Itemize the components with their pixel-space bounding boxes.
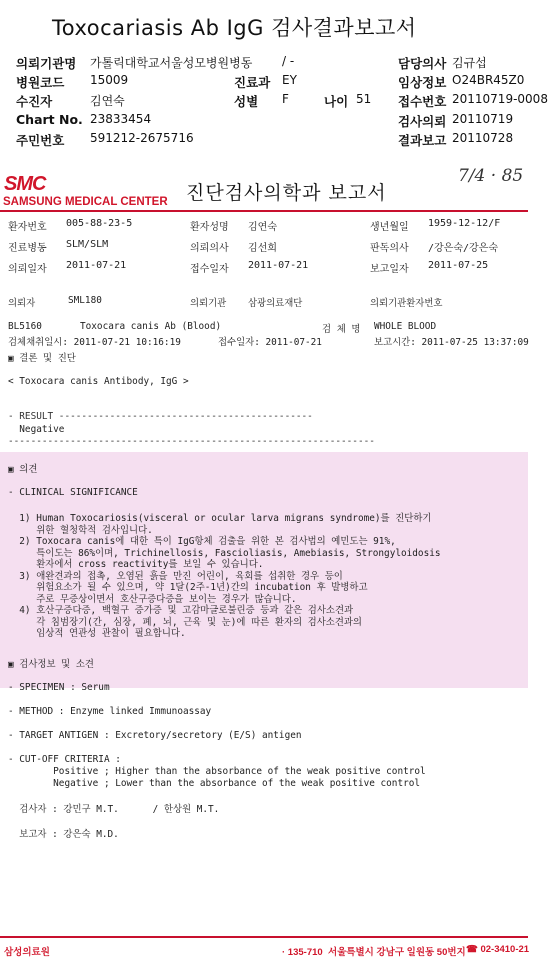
specimen-name-value: WHOLE BLOOD [374,321,437,332]
header-value: 591212-2675716 [90,130,194,145]
header-label: 병원코드 [16,75,65,91]
tester-line: 검사자 : 강민구 M.T. / 한상원 M.T. [8,804,220,815]
lab-report-title: 진단검사의학과 보고서 [186,182,387,204]
patient-info-label: 의뢰의사 [190,243,229,254]
header-value: 20110719-0008 [452,92,548,107]
patient-info-value: /강은숙/강은숙 [428,243,499,254]
header-label: 주민번호 [16,132,65,148]
header-value: 김연숙 [90,94,125,109]
clinical-note-line: 3) 애완견과의 접촉, 오염된 흙을 만진 어린이, 육회를 섭취한 경우 등이 [8,570,343,582]
header-label: 진료과 [234,75,271,91]
institution-label: 의뢰기관 [190,298,227,309]
cutoff-heading: - CUT-OFF CRITERIA : [8,754,121,765]
header-value: 20110719 [452,111,514,126]
patient-info-value: 1959-12-12/F [428,218,501,229]
patient-info-value: 김연숙 [248,222,277,233]
clinical-note-line: 2) Toxocara canis에 대한 특이 IgG항체 검출을 위한 본 검사법의 예민도는 91%, [8,536,396,547]
header-label: 임상정보 [398,75,447,91]
patient-info-value: SLM/SLM [66,239,109,250]
patient-info-value: 2011-07-21 [248,260,309,271]
patient-info-label: 환자성명 [190,222,229,233]
clinical-note-line: 4) 호산구증다증, 백혈구 증가증 및 고감마글로불린증 등과 같은 검사소견과 [8,605,354,616]
requester-label: 의뢰자 [8,298,36,309]
smc-logo-subtitle: SAMSUNG MEDICAL CENTER [3,196,168,208]
patient-info-value: 2011-07-21 [66,260,127,271]
clinical-note-line: 위험요소가 될 수 있으며, 약 1달(2주-1년)간의 incubation 후 발병하고 [8,582,368,593]
header-label: Chart No. [16,111,83,127]
test-name: Toxocara canis Ab (Blood) [80,321,222,332]
patient-info-label: 환자번호 [8,222,47,233]
patient-info-value: 2011-07-25 [428,260,489,271]
patient-info-label: 판독의사 [370,243,409,254]
report-header-title: Toxocariasis Ab IgG 검사결과보고서 [52,16,417,40]
header-label: 성별 [234,94,259,110]
reporter-line: 보고자 : 강은숙 M.D. [8,829,119,840]
footer-hospital-name: 삼성의료원 [4,947,50,958]
method-line: - METHOD : Enzyme linked Immunoassay [8,706,212,717]
smc-logo: SMC [4,173,46,195]
antibody-test-line: < Toxocara canis Antibody, IgG > [8,376,189,387]
result-rule: ----------------------------------------------------------------- [8,436,375,447]
target-antigen-line: - TARGET ANTIGEN : Excretory/secretory (E/S) antigen [8,730,302,741]
clinical-note-line: 각 침범장기(간, 심장, 폐, 뇌, 근육 및 눈)에 따른 환자의 검사소견과의 [8,616,362,628]
header-value: EY [282,73,297,88]
result-heading: - RESULT --------------------------------------------- [8,411,313,422]
collection-datetime: 검체채취일시: 2011-07-21 10:16:19 [8,337,181,348]
section-test-info: ▣ 검사정보 및 소견 [8,659,94,670]
cutoff-positive: Positive ; Higher than the absorbance of the weak positive control [8,766,426,777]
header-value: 15009 [90,73,129,88]
patient-info-label: 의뢰일자 [8,264,47,275]
patient-info-value: 005-88-23-5 [66,218,133,229]
header-label: 접수번호 [398,94,447,110]
result-value: Negative [8,424,65,435]
bottom-red-divider [0,936,528,938]
header-label: 결과보고 [398,132,447,148]
test-code: BL5160 [8,321,42,332]
clinical-note-line: 환자에서 cross reactivity를 보일 수 있습니다. [8,559,264,570]
clinical-note-line: 주로 무증상이면서 호산구증다증을 보이는 경우가 많습니다. [8,593,297,605]
header-value: 23833454 [90,111,152,126]
section-opinion: ▣ 의견 [8,464,38,475]
footer-address: · 135-710 서울특별시 강남구 일원동 50번지 [282,947,466,958]
requester-value: SML180 [68,295,102,306]
header-label: 검사의뢰 [398,113,447,129]
cutoff-negative: Negative ; Lower than the absorbance of the weak positive control [8,778,421,789]
clinical-note-line: 위한 혈청학적 검사입니다. [8,524,153,536]
header-label: 수진자 [16,94,53,110]
clinical-significance-heading: - CLINICAL SIGNIFICANCE [8,487,138,498]
specimen-line: - SPECIMEN : Serum [8,682,110,693]
header-label: 나이 [324,94,349,110]
patient-info-label: 접수일자 [190,264,229,275]
top-red-divider [0,210,528,212]
header-value: 51 [356,92,372,107]
header-value: O24BR45Z0 [452,73,525,88]
patient-info-label: 생년월일 [370,222,409,233]
patient-info-label: 보고일자 [370,264,409,275]
header-value: F [282,92,289,107]
header-value: 가톨릭대학교서울성모병원병동 [90,56,253,70]
specimen-name-label: 검 체 명 [322,324,361,335]
handwritten-note: 7/4 · 85 [458,166,524,186]
header-label: 담당의사 [398,56,447,71]
institution-value: 삼광의료재단 [248,298,303,309]
section-conclusion: ▣ 결론 및 진단 [8,353,76,364]
institution-patient-no-label: 의뢰기관환자번호 [370,298,443,309]
header-label: 의뢰기관명 [16,56,77,71]
header-value: 김규섭 [452,56,487,70]
footer-telephone: ☎ 02-3410-21 [466,944,530,955]
header-value: / - [282,54,295,68]
patient-info-label: 진료병동 [8,243,47,254]
patient-info-value: 김선희 [248,243,277,254]
received-date: 접수일자: 2011-07-21 [218,337,322,348]
report-time: 보고시간: 2011-07-25 13:37:09 [374,337,529,348]
clinical-note-line: 임상적 연관성 관찰이 필요합니다. [8,628,186,639]
header-value: 20110728 [452,130,514,145]
clinical-note-line: 1) Human Toxocariosis(visceral or ocular larva migrans syndrome)를 진단하기 [8,513,432,524]
clinical-note-line: 특이도는 86%이며, Trichinellosis, Fascioliasis, Amebiasis, Strongyloidosis [8,547,441,559]
